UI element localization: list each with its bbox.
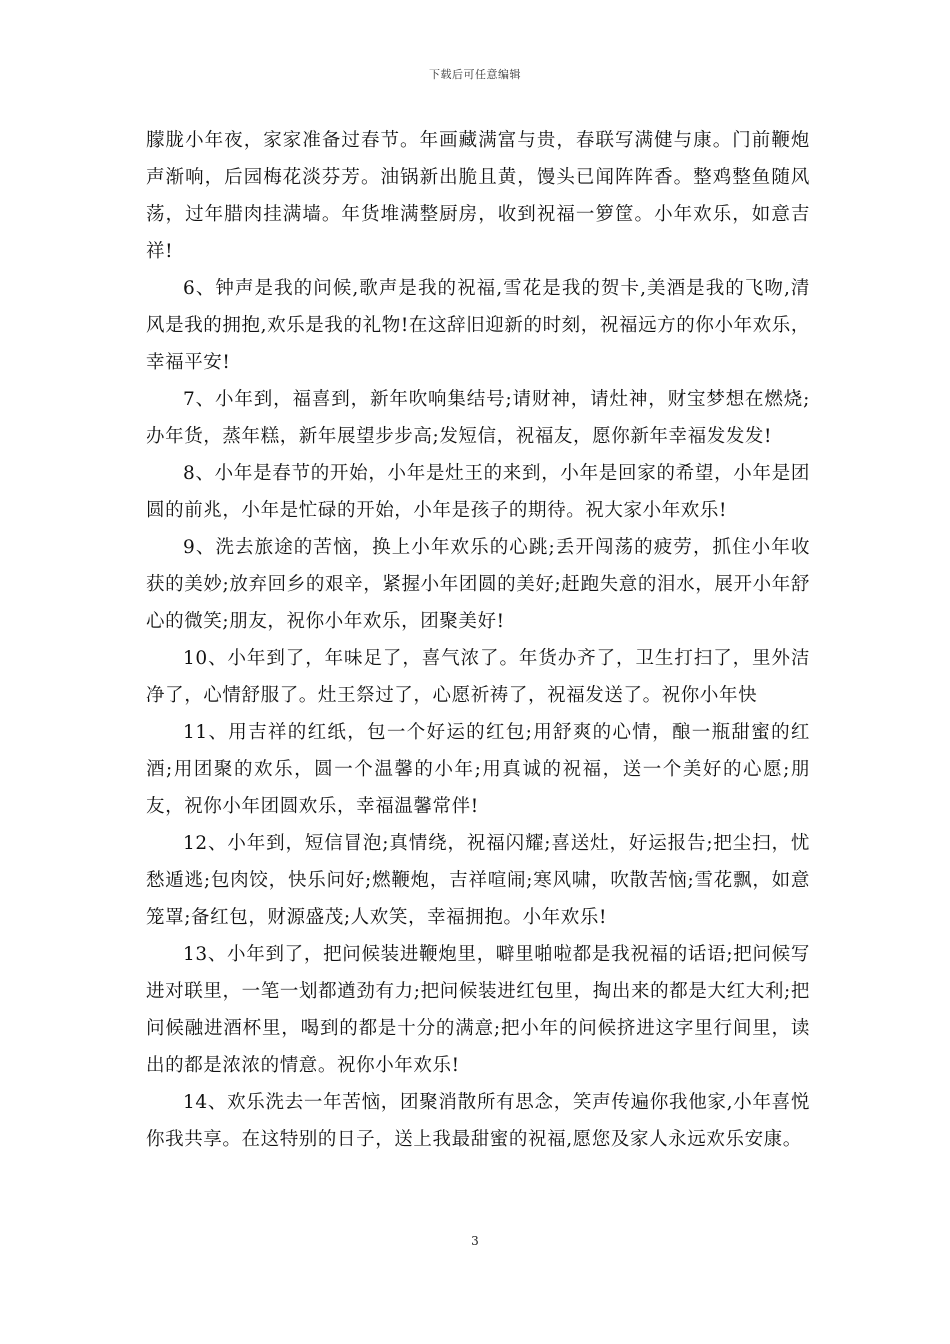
paragraph-7: 7、小年到，福喜到，新年吹响集结号;请财神，请灶神，财宝梦想在燃烧;办年货，蒸年糕，新年展望步步高;发短信，祝福友，愿你新年幸福发发发! [146, 389, 810, 447]
paragraph-10: 10、小年到了，年味足了，喜气浓了。年货办齐了，卫生打扫了，里外洁净了，心情舒服了。灶王祭过了，心愿祈祷了，祝福发送了。祝你小年快 [146, 648, 810, 706]
paragraph-11: 11、用吉祥的红纸，包一个好运的红包;用舒爽的心情，酿一瓶甜蜜的红酒;用团聚的欢乐，圆一个温馨的小年;用真诚的祝福，送一个美好的心愿;朋友，祝你小年团圆欢乐，幸福温馨常伴! [146, 722, 810, 817]
paragraph-8: 8、小年是春节的开始，小年是灶王的来到，小年是回家的希望，小年是团圆的前兆，小年是忙碌的开始，小年是孩子的期待。祝大家小年欢乐! [146, 463, 810, 521]
paragraph-9: 9、洗去旅途的苦恼，换上小年欢乐的心跳;丢开闯荡的疲劳，抓住小年收获的美妙;放弃回乡的艰辛，紧握小年团圆的美好;赶跑失意的泪水，展开小年舒心的微笑;朋友，祝你小年欢乐，团聚美好! [146, 537, 810, 632]
page-header: 下载后可任意编辑 [429, 68, 521, 81]
paragraph-12: 12、小年到，短信冒泡;真情绕，祝福闪耀;喜送灶，好运报告;把尘扫，忧愁遁逃;包肉饺，快乐问好;燃鞭炮，吉祥喧闹;寒风啸，吹散苦恼;雪花飘，如意笼罩;备红包，财源盛茂;人欢笑，幸福拥抱。小年欢乐! [146, 833, 810, 928]
paragraph-6: 6、钟声是我的问候,歌声是我的祝福,雪花是我的贺卡,美酒是我的飞吻,清风是我的拥抱,欢乐是我的礼物!在这辞旧迎新的时刻，祝福远方的你小年欢乐，幸福平安! [146, 278, 810, 373]
document-body [146, 122, 810, 1158]
paragraph-13: 13、小年到了，把问候装进鞭炮里，噼里啪啦都是我祝福的话语;把问候写进对联里，一笔一划都遒劲有力;把问候装进红包里，掏出来的都是大红大利;把问候融进酒杯里，喝到的都是十分的满意;把小年的问候挤进这字里行间里，读出的都是浓浓的情意。祝你小年欢乐! [146, 944, 810, 1076]
paragraph-continuation: 朦胧小年夜，家家准备过春节。年画藏满富与贵，春联写满健与康。门前鞭炮声渐响，后园梅花淡芬芳。油锅新出脆且黄，馒头已闻阵阵香。整鸡整鱼随风荡，过年腊肉挂满墙。年货堆满整厨房，收到祝福一箩筐。小年欢乐，如意吉祥! [146, 130, 810, 262]
paragraph-14: 14、欢乐洗去一年苦恼，团聚消散所有思念，笑声传遍你我他家,小年喜悦你我共享。在这特别的日子，送上我最甜蜜的祝福,愿您及家人永远欢乐安康。 [146, 1092, 810, 1150]
page-number: 3 [471, 1234, 479, 1248]
